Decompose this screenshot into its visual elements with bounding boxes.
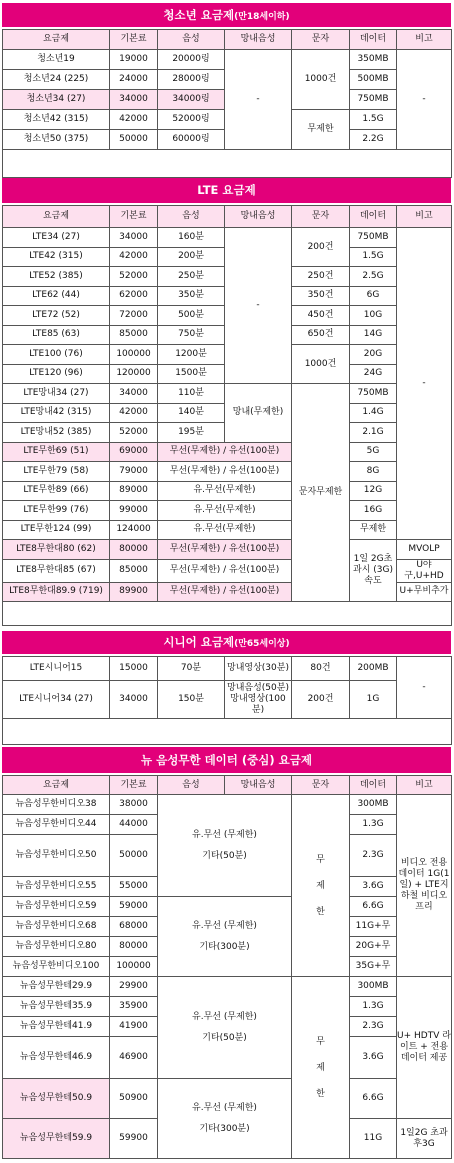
plan-data: 300MB	[350, 977, 397, 997]
table-row	[3, 228, 452, 248]
col-header: 데이터	[350, 776, 397, 795]
plan-voice: 195분	[158, 423, 225, 443]
plan-note: -	[397, 657, 452, 719]
plan-voice: 유.무선(무제한)	[158, 481, 292, 501]
voice-extra: 기타(300분)	[199, 1123, 250, 1134]
plan-name: 청소년19	[3, 50, 110, 70]
col-header: 기본료	[110, 206, 158, 228]
col-header: 음성	[158, 776, 225, 795]
plan-name: LTE8무한대89.9 (719)	[3, 582, 110, 602]
plan-voice: 무선(무제한) / 유선(100분)	[158, 462, 292, 482]
plan-data: 1.3G	[350, 997, 397, 1017]
plan-data: 무제한	[350, 520, 397, 540]
youth-table	[2, 29, 452, 178]
table-row	[3, 442, 452, 462]
plan-fee: 42000	[110, 403, 158, 423]
plan-name: 뉴음성무한비디오38	[3, 795, 110, 815]
plan-note: U+ HDTV 라이트 + 전용데이터 제공	[397, 977, 452, 1119]
plan-sms: 450건	[292, 306, 350, 326]
lte-section-title	[2, 178, 451, 203]
voice-extra: 기타(50분)	[202, 1032, 247, 1043]
plan-fee: 124000	[110, 520, 158, 540]
plan-onnet: -	[225, 50, 292, 150]
plan-onnet: -	[225, 228, 292, 384]
plan-data: 11G+무	[350, 917, 397, 937]
plan-name: 뉴음성무한비디오80	[3, 937, 110, 957]
plan-fee: 29900	[110, 977, 158, 997]
senior-section-title	[2, 631, 451, 654]
plan-voice: 28000링	[158, 70, 225, 90]
plan-name: LTE72 (52)	[3, 306, 110, 326]
col-header: 문자	[292, 206, 350, 228]
table-row	[3, 1079, 452, 1119]
plan-fee: 41900	[110, 1017, 158, 1037]
plan-name: LTE8무한대80 (62)	[3, 540, 110, 560]
plan-data: 14G	[350, 325, 397, 345]
plan-onnet: 망내영상(30분)	[225, 657, 292, 681]
plan-name: LTE망내52 (385)	[3, 423, 110, 443]
col-header: 요금제	[3, 206, 110, 228]
plan-fee: 44000	[110, 815, 158, 835]
plan-voice: 무선(무제한) / 유선(100분)	[158, 540, 292, 560]
col-header: 비고	[397, 30, 452, 50]
lte-title-text: LTE 요금제	[197, 183, 256, 197]
plan-fee: 46900	[110, 1037, 158, 1079]
plan-name: LTE무한79 (58)	[3, 462, 110, 482]
table-row	[3, 540, 452, 560]
senior-title-text: 시니어 요금제	[163, 635, 235, 649]
senior-title-note: (만65세이상)	[234, 639, 290, 649]
table-row	[3, 795, 452, 815]
plan-fee: 15000	[110, 657, 158, 681]
table-row	[3, 481, 452, 501]
plan-data: 20G+무	[350, 937, 397, 957]
plan-fee: 38000	[110, 795, 158, 815]
plan-data: 1.5G	[350, 110, 397, 130]
spacer-row	[3, 719, 452, 745]
plan-fee: 24000	[110, 70, 158, 90]
plan-voice: 350분	[158, 286, 225, 306]
plan-fee: 99000	[110, 501, 158, 521]
plan-voice: 750분	[158, 325, 225, 345]
plan-onnet: 망내(무제한)	[225, 384, 292, 443]
plan-name: 뉴음성무한비디오55	[3, 877, 110, 897]
plan-name: LTE52 (385)	[3, 267, 110, 287]
plan-name: 뉴음성무한테50.9	[3, 1079, 110, 1119]
table-row	[3, 897, 452, 917]
senior-table	[2, 656, 452, 745]
plan-data: 1일 2G초과시 (3G)속도	[350, 540, 397, 602]
plan-data: 2.3G	[350, 835, 397, 877]
plan-name: LTE42 (315)	[3, 247, 110, 267]
video-section-title	[2, 747, 451, 773]
sms-char: 한	[316, 1088, 325, 1099]
plan-data: 350MB	[350, 50, 397, 70]
col-header: 데이터	[350, 206, 397, 228]
col-header: 음성	[158, 206, 225, 228]
plan-data: 750MB	[350, 90, 397, 110]
col-header: 요금제	[3, 30, 110, 50]
col-header: 망내음성	[225, 30, 292, 50]
table-header-row	[3, 206, 452, 228]
plan-data: 6.6G	[350, 897, 397, 917]
plan-fee: 34000	[110, 90, 158, 110]
plan-sms: 문자무제한	[292, 384, 350, 602]
plan-fee: 89000	[110, 481, 158, 501]
col-header: 문자	[292, 30, 350, 50]
plan-voice: 160분	[158, 228, 225, 248]
plan-voice: 500분	[158, 306, 225, 326]
plan-voice: 1500분	[158, 364, 225, 384]
plan-data: 3.6G	[350, 1037, 397, 1079]
spacer-row	[3, 150, 452, 178]
plan-name: LTE망내34 (27)	[3, 384, 110, 404]
plan-name: LTE시니어34 (27)	[3, 681, 110, 719]
plan-sms: 80건	[292, 657, 350, 681]
table-row	[3, 501, 452, 521]
lte-table	[2, 205, 452, 626]
video-table	[2, 775, 452, 1159]
plan-voice	[158, 977, 292, 1079]
plan-fee: 68000	[110, 917, 158, 937]
video-title-text: 뉴 음성무한 데이터 (중심) 요금제	[141, 753, 312, 767]
plan-onnet: 망내음성(50분) 망내영상(100분)	[225, 681, 292, 719]
col-header: 비고	[397, 776, 452, 795]
plan-name: 청소년24 (225)	[3, 70, 110, 90]
voice-line: 유.무선 (무제한)	[192, 1011, 257, 1022]
plan-data: 200MB	[350, 657, 397, 681]
plan-name: LTE무한89 (66)	[3, 481, 110, 501]
sms-char: 무	[316, 854, 325, 865]
plan-name: LTE100 (76)	[3, 345, 110, 365]
plan-data: 12G	[350, 481, 397, 501]
plan-data: 750MB	[350, 384, 397, 404]
table-row	[3, 384, 452, 404]
plan-voice: 무선(무제한) / 유선(100분)	[158, 582, 292, 602]
plan-name: 뉴음성무한비디오68	[3, 917, 110, 937]
plan-data: 2.2G	[350, 130, 397, 150]
plan-voice: 70분	[158, 657, 225, 681]
plan-sms: 350건	[292, 286, 350, 306]
plan-name: 청소년34 (27)	[3, 90, 110, 110]
plan-sms: 200건	[292, 228, 350, 267]
col-header: 비고	[397, 206, 452, 228]
plan-voice	[158, 795, 292, 897]
plan-voice: 무선(무제한) / 유선(100분)	[158, 442, 292, 462]
sms-char: 한	[316, 906, 325, 917]
plan-fee: 50000	[110, 130, 158, 150]
plan-data: 10G	[350, 306, 397, 326]
plan-fee: 89900	[110, 582, 158, 602]
plan-fee: 69000	[110, 442, 158, 462]
plan-fee: 100000	[110, 345, 158, 365]
plan-fee: 59900	[110, 1119, 158, 1159]
plan-note: -	[397, 228, 452, 540]
plan-fee: 100000	[110, 957, 158, 977]
col-header: 기본료	[110, 776, 158, 795]
sms-char: 무	[316, 1036, 325, 1047]
sms-char: 제	[316, 1062, 325, 1073]
plan-note: -	[397, 50, 452, 150]
plan-data: 1.5G	[350, 247, 397, 267]
plan-fee: 85000	[110, 325, 158, 345]
plan-voice: 52000링	[158, 110, 225, 130]
plan-name: LTE시니어15	[3, 657, 110, 681]
table-header-row	[3, 30, 452, 50]
plan-name: LTE34 (27)	[3, 228, 110, 248]
plan-data: 1.4G	[350, 403, 397, 423]
plan-data: 300MB	[350, 795, 397, 815]
plan-fee: 19000	[110, 50, 158, 70]
col-header: 망내음성	[225, 776, 292, 795]
col-header: 망내음성	[225, 206, 292, 228]
plan-data: 1.3G	[350, 815, 397, 835]
plan-voice: 34000링	[158, 90, 225, 110]
plan-data: 16G	[350, 501, 397, 521]
plan-note: 비디오 전용 데이터 1G(1일) + LTE지하철 비디오프리	[397, 795, 452, 977]
plan-fee: 59000	[110, 897, 158, 917]
table-row	[3, 520, 452, 540]
plan-name: LTE망내42 (315)	[3, 403, 110, 423]
plan-name: 뉴음성무한비디오50	[3, 835, 110, 877]
plan-name: 뉴음성무한비디오59	[3, 897, 110, 917]
voice-line: 유.무선 (무제한)	[192, 920, 257, 931]
plan-voice: 20000링	[158, 50, 225, 70]
plan-fee: 72000	[110, 306, 158, 326]
plan-fee: 42000	[110, 247, 158, 267]
plan-name: 청소년50 (375)	[3, 130, 110, 150]
plan-name: 뉴음성무한비디오100	[3, 957, 110, 977]
plan-voice: 유.무선(무제한)	[158, 520, 292, 540]
plan-name: 뉴음성무한테46.9	[3, 1037, 110, 1079]
plan-name: LTE무한69 (51)	[3, 442, 110, 462]
plan-note: U+무비추가	[397, 582, 452, 602]
plan-note: 1일2G 초과후3G	[397, 1119, 452, 1159]
col-header: 데이터	[350, 30, 397, 50]
plan-name: LTE62 (44)	[3, 286, 110, 306]
plan-name: LTE무한99 (76)	[3, 501, 110, 521]
plan-name: 뉴음성무한테41.9	[3, 1017, 110, 1037]
plan-note: U야구,U+HD	[397, 559, 452, 582]
plan-voice: 무선(무제한) / 유선(100분)	[158, 559, 292, 582]
plan-data: 6.6G	[350, 1079, 397, 1119]
plan-fee: 55000	[110, 877, 158, 897]
plan-data: 3.6G	[350, 877, 397, 897]
youth-section-title	[2, 3, 451, 27]
plan-name: LTE85 (63)	[3, 325, 110, 345]
col-header: 음성	[158, 30, 225, 50]
table-header-row	[3, 776, 452, 795]
plan-sms: 1000건	[292, 50, 350, 110]
plan-voice: 200분	[158, 247, 225, 267]
plan-name: LTE무한124 (99)	[3, 520, 110, 540]
plan-fee: 50000	[110, 835, 158, 877]
plan-data: 5G	[350, 442, 397, 462]
plan-voice	[158, 1079, 292, 1159]
plan-voice	[158, 897, 292, 977]
plan-data: 500MB	[350, 70, 397, 90]
plan-voice: 110분	[158, 384, 225, 404]
plan-name: 뉴음성무한테59.9	[3, 1119, 110, 1159]
sms-char: 제	[316, 880, 325, 891]
plan-sms: 650건	[292, 325, 350, 345]
col-header: 기본료	[110, 30, 158, 50]
plan-fee: 85000	[110, 559, 158, 582]
plan-voice: 140분	[158, 403, 225, 423]
col-header: 요금제	[3, 776, 110, 795]
plan-sms	[292, 977, 350, 1159]
plan-fee: 34000	[110, 228, 158, 248]
plan-data: 2.5G	[350, 267, 397, 287]
plan-sms: 1000건	[292, 345, 350, 384]
plan-sms	[292, 795, 350, 977]
plan-voice: 150분	[158, 681, 225, 719]
plan-sms: 250건	[292, 267, 350, 287]
plan-data: 750MB	[350, 228, 397, 248]
plan-name: LTE120 (96)	[3, 364, 110, 384]
plan-sms: 무제한	[292, 110, 350, 150]
plan-fee: 52000	[110, 423, 158, 443]
plan-name: 뉴음성무한비디오44	[3, 815, 110, 835]
plan-sms: 200건	[292, 681, 350, 719]
plan-fee: 80000	[110, 937, 158, 957]
plan-fee: 79000	[110, 462, 158, 482]
plan-voice: 1200분	[158, 345, 225, 365]
plan-data: 6G	[350, 286, 397, 306]
plan-data: 2.3G	[350, 1017, 397, 1037]
plan-fee: 35900	[110, 997, 158, 1017]
table-row	[3, 977, 452, 997]
plan-data: 24G	[350, 364, 397, 384]
youth-title-note: (만18세이하)	[234, 12, 290, 22]
voice-line: 유.무선 (무제한)	[192, 829, 257, 840]
plan-fee: 52000	[110, 267, 158, 287]
plan-fee: 62000	[110, 286, 158, 306]
plan-note: MVOLP	[397, 540, 452, 560]
plan-name: 뉴음성무한테29.9	[3, 977, 110, 997]
plan-voice: 60000링	[158, 130, 225, 150]
voice-extra: 기타(300분)	[199, 941, 250, 952]
table-row	[3, 50, 452, 70]
plan-data: 2.1G	[350, 423, 397, 443]
plan-voice: 250분	[158, 267, 225, 287]
col-header: 문자	[292, 776, 350, 795]
plan-name: 청소년42 (315)	[3, 110, 110, 130]
plan-fee: 50900	[110, 1079, 158, 1119]
plan-fee: 42000	[110, 110, 158, 130]
plan-name: LTE8무한대85 (67)	[3, 559, 110, 582]
plan-data: 35G+무	[350, 957, 397, 977]
spacer-row	[3, 602, 452, 626]
plan-data: 11G	[350, 1119, 397, 1159]
plan-data: 20G	[350, 345, 397, 365]
table-row	[3, 681, 452, 719]
plan-fee: 34000	[110, 384, 158, 404]
plan-fee: 120000	[110, 364, 158, 384]
voice-line: 유.무선 (무제한)	[192, 1102, 257, 1113]
voice-extra: 기타(50분)	[202, 850, 247, 861]
plan-fee: 80000	[110, 540, 158, 560]
plan-name: 뉴음성무한테35.9	[3, 997, 110, 1017]
table-row	[3, 462, 452, 482]
plan-voice: 유.무선(무제한)	[158, 501, 292, 521]
plan-data: 8G	[350, 462, 397, 482]
plan-fee: 34000	[110, 681, 158, 719]
table-row	[3, 657, 452, 681]
plan-data: 1G	[350, 681, 397, 719]
youth-title-text: 청소년 요금제	[163, 8, 235, 22]
